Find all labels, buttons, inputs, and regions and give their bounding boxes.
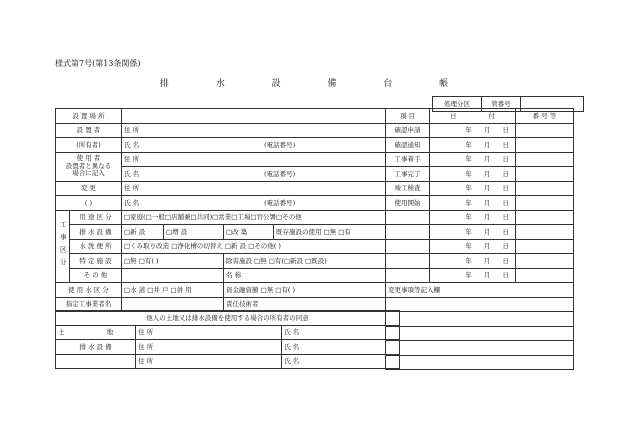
record-item-label	[386, 210, 430, 225]
jogai-label: 除害施設	[226, 256, 252, 265]
record-date-field[interactable]: 年 月 日	[430, 225, 516, 240]
record-row	[386, 268, 574, 283]
record-date-field[interactable]: 年 月 日	[430, 167, 516, 182]
shimei-label: 氏 名	[284, 342, 300, 351]
henko-shimei-field[interactable]	[122, 196, 386, 211]
haisui-shimei-field[interactable]	[282, 340, 400, 355]
jusho-label: 住 所	[124, 126, 140, 134]
shiyosui-options[interactable]: □水 道 □井 戸 □併 用	[122, 283, 224, 298]
denwa-label: (電話番号)	[264, 198, 296, 207]
tochi-label: 土 地	[56, 325, 136, 340]
sonota-field[interactable]	[122, 268, 224, 283]
record-date-field[interactable]: 年 月 日	[430, 268, 516, 283]
record-number-field[interactable]	[516, 196, 574, 211]
record-date-field[interactable]: 年 月 日	[430, 138, 516, 153]
record-row	[386, 239, 574, 254]
consent-table	[55, 310, 400, 369]
record-number-field[interactable]	[516, 239, 574, 254]
record-row	[386, 123, 574, 138]
henko-kisai-blank[interactable]	[386, 326, 574, 341]
tokutei-shisetsu-options[interactable]: □無 □有( )	[122, 254, 224, 269]
record-item-label	[386, 239, 430, 254]
denwa-label: (電話番号)	[264, 169, 296, 178]
jusho-label: 住 所	[138, 342, 154, 351]
kizon-options[interactable]: □無 □有	[323, 227, 351, 236]
jogai-shisetsu-field[interactable]	[224, 254, 386, 269]
henko-paren-label: ( )	[56, 196, 122, 211]
record-number-field[interactable]	[516, 225, 574, 240]
record-date-field[interactable]: 年 月 日	[430, 181, 516, 196]
koumoku-header: 項 目	[386, 109, 430, 124]
record-item-label	[386, 254, 430, 269]
shitei-gyosha-label: 指定工事業者名	[56, 297, 122, 312]
henko-kisai-blank[interactable]	[386, 312, 574, 327]
haisui-zousetsu-option[interactable]: □増 設	[164, 225, 224, 240]
record-date-field[interactable]: 年 月 日	[430, 239, 516, 254]
main-form-table	[55, 108, 386, 312]
record-row	[386, 210, 574, 225]
shiyosha-line3: 場合に記入	[72, 169, 105, 178]
record-item-label: 使用開始	[386, 196, 430, 211]
consent-blank-label	[56, 354, 136, 369]
haisui-kaichiku-option[interactable]: □改 築	[224, 225, 274, 240]
shimei-label: 氏 名	[284, 328, 300, 336]
tokutei-shisetsu-label: 特 定 施 設	[70, 254, 122, 269]
secchi-basho-field[interactable]	[122, 109, 386, 124]
shimei-label: 氏 名	[124, 140, 140, 149]
setchisha-jusho-field[interactable]	[122, 123, 386, 138]
sekinin-label: 責任技術者	[226, 300, 259, 308]
jusho-label: 住 所	[138, 328, 154, 336]
shikin-yushi-field[interactable]	[224, 283, 386, 298]
henko-jusho-field[interactable]	[122, 181, 386, 196]
henko-kisai-field[interactable]	[386, 283, 574, 298]
shiyosha-line1: 使 用 者	[76, 154, 101, 163]
shiyosha-label	[56, 152, 122, 181]
haisui-setsubi-consent-label: 排 水 設 備	[56, 340, 136, 355]
record-item-label: 確認申請	[386, 123, 430, 138]
tochi-shimei-field[interactable]	[282, 325, 400, 340]
record-date-field[interactable]: 年 月 日	[430, 196, 516, 211]
record-row	[386, 167, 574, 182]
record-row	[386, 138, 574, 153]
shiyosha-line2: 設置者と異なる	[65, 161, 112, 170]
bango-header: 番 号 等	[516, 109, 574, 124]
suisen-benjo-options[interactable]: □くみ取り改造 □浄化槽の切替え □新 設 □その他( )	[122, 239, 386, 254]
haisui-setsubi-label: 排 水 設 備	[70, 225, 122, 240]
record-item-label	[386, 268, 430, 283]
henko-kisai-blank[interactable]	[386, 297, 574, 312]
record-item-label: 工事着手	[386, 152, 430, 167]
denwa-label: (電話番号)	[264, 140, 296, 149]
shori-bunku-label: 処理分区	[433, 97, 482, 112]
shimei-label: 氏 名	[284, 357, 300, 365]
kizon-label: 既存施設の使用	[276, 227, 322, 236]
record-number-field[interactable]	[516, 123, 574, 138]
yoto-kubun-options[interactable]: □家庭(□一般□店舗兼□共同)□営業□工場□官公署□その他	[122, 210, 386, 225]
record-number-field[interactable]	[516, 181, 574, 196]
record-item-label: 竣工検査	[386, 181, 430, 196]
record-number-field[interactable]	[516, 167, 574, 182]
suisen-benjo-label: 水 洗 便 所	[70, 239, 122, 254]
record-number-field[interactable]	[516, 268, 574, 283]
sonota-label: そ の 他	[70, 268, 122, 283]
record-row	[386, 181, 574, 196]
record-item-label: 確認通知	[386, 138, 430, 153]
record-date-field[interactable]: 年 月 日	[430, 254, 516, 269]
yoto-kubun-label: 用 途 区 分	[70, 210, 122, 225]
henko-kisai-blank[interactable]	[386, 355, 574, 370]
setchisha-shimei-field[interactable]	[122, 138, 386, 153]
record-row	[386, 196, 574, 211]
form-number: 様式第7号(第13条関係)	[55, 59, 141, 68]
koji-kubun-label: 工事区分	[56, 210, 70, 283]
document-title: 排 水 設 備 台 帳	[159, 79, 471, 89]
record-date-field[interactable]: 年 月 日	[430, 152, 516, 167]
hizuke-header: 日 付	[430, 109, 516, 124]
henko-kisai-blank[interactable]	[386, 341, 574, 356]
consent-heading: 他人の土地又は排水設備を使用する場合の所有者の同意	[56, 311, 400, 326]
shiyosha-jusho-field[interactable]	[122, 152, 386, 167]
kanban-label: 管番号	[482, 97, 521, 112]
shikin-label: 資金融資額	[226, 285, 259, 294]
kizon-shisetsu-field[interactable]	[274, 225, 386, 240]
record-number-field[interactable]	[516, 138, 574, 153]
record-row	[386, 254, 574, 269]
record-item-label: 工事完了	[386, 167, 430, 182]
meisho-label: 名 称	[226, 271, 242, 279]
shimei-label: 氏 名	[124, 198, 140, 207]
jusho-label: 住 所	[124, 155, 140, 163]
jogai-options[interactable]: □無 □有(□新設 □既設)	[254, 256, 327, 265]
record-date-field[interactable]: 年 月 日	[430, 210, 516, 225]
shikin-options[interactable]: □無 □有( )	[260, 285, 296, 294]
record-table	[385, 108, 574, 370]
shiyosha-shimei-field[interactable]	[122, 167, 386, 182]
extra-shimei-field[interactable]	[282, 354, 400, 369]
haisui-shinsetsu-option[interactable]: □新 設	[122, 225, 164, 240]
record-number-field[interactable]	[516, 210, 574, 225]
record-date-field[interactable]: 年 月 日	[430, 123, 516, 138]
record-row	[386, 152, 574, 167]
shimei-label: 氏 名	[124, 169, 140, 178]
extra-jusho-field[interactable]	[136, 354, 282, 369]
henko-label: 変 更	[56, 181, 122, 196]
tochi-jusho-field[interactable]	[136, 325, 282, 340]
haisui-jusho-field[interactable]	[136, 340, 282, 355]
record-number-field[interactable]	[516, 254, 574, 269]
secchi-basho-label: 設 置 場 所	[56, 109, 122, 124]
setchisha-label: 設 置 者	[56, 123, 122, 138]
record-row	[386, 225, 574, 240]
meisho-field[interactable]	[224, 268, 386, 283]
shiyosui-kubun-label: 使 用 水 区 分	[56, 283, 122, 298]
jusho-label: 住 所	[138, 357, 154, 365]
shoyusha-label: (所有者)	[56, 138, 122, 153]
jusho-label: 住 所	[124, 184, 140, 192]
henko-kisai-label: 変更事項等記入欄	[388, 285, 440, 294]
record-item-label	[386, 225, 430, 240]
record-number-field[interactable]	[516, 152, 574, 167]
